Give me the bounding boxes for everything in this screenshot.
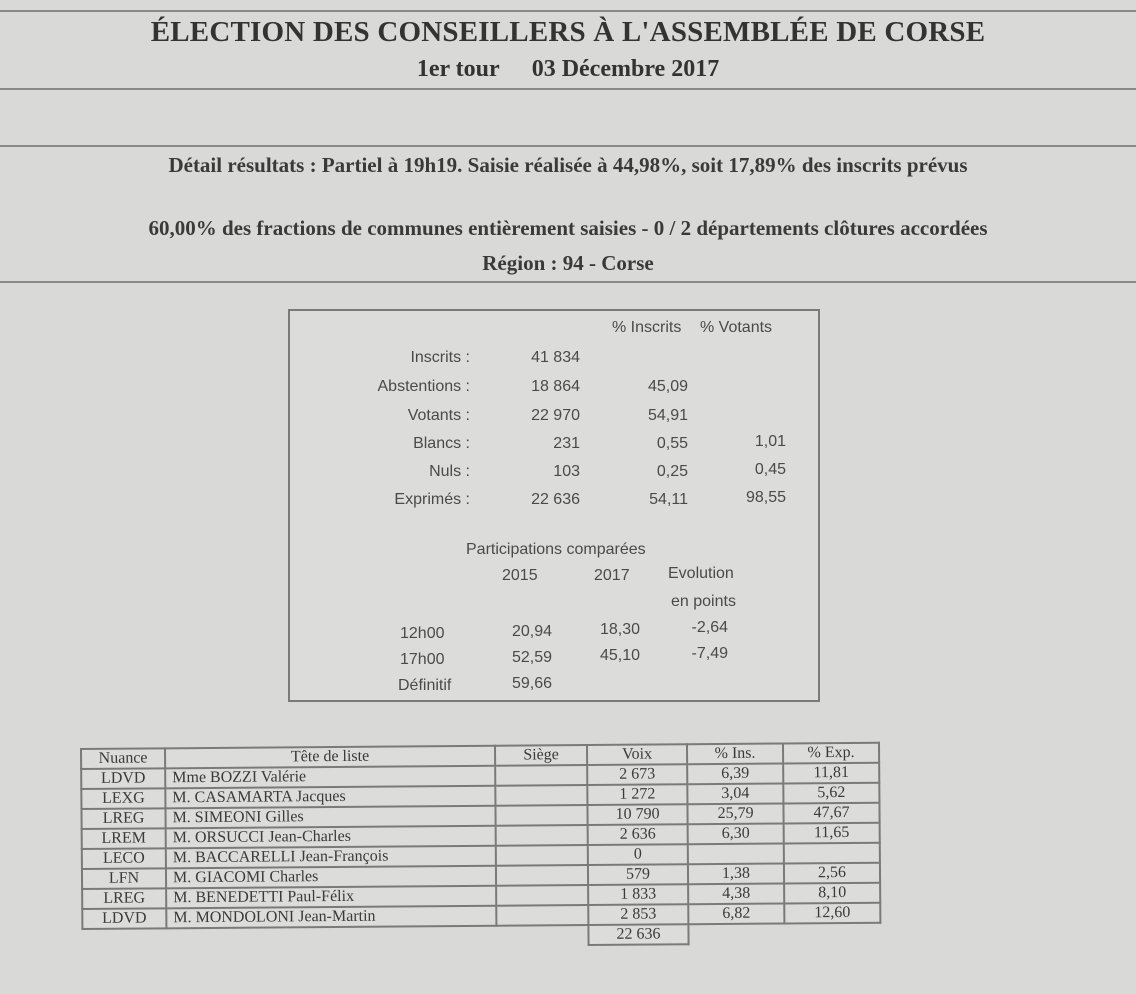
row-pct-votants: 98,55: [745, 489, 786, 506]
row-2015: 59,66: [511, 675, 552, 692]
row-2017: 45,10: [599, 647, 640, 664]
cell-voix: 2 673: [587, 764, 687, 785]
document-title: ÉLECTION DES CONSEILLERS À L'ASSEMBLÉE DE CORSE: [150, 16, 986, 48]
divider: [0, 88, 1136, 90]
cell-tete: M. CASAMARTA Jacques: [165, 786, 495, 809]
cell-tete: M. MONDOLONI Jean-Martin: [166, 906, 496, 929]
cell-pct-ins: 6,39: [687, 763, 783, 784]
round-label: 1er tour: [416, 56, 500, 82]
header-voix: Voix: [587, 744, 687, 765]
cell-pct-exp: 47,67: [783, 803, 879, 824]
cell-siege: [496, 905, 588, 926]
divider: [0, 10, 1136, 12]
header-nuance: Nuance: [81, 748, 165, 769]
cell-voix: 2 636: [588, 824, 688, 845]
cell-pct-exp: [784, 843, 880, 864]
cell-tete: M. GIACOMI Charles: [166, 866, 496, 889]
cell-siege: [496, 865, 588, 886]
cell-pct-exp: 8,10: [784, 883, 880, 904]
row-value: 231: [553, 435, 580, 452]
header-pct-ins: % Ins.: [687, 743, 783, 764]
summary-box: [288, 309, 820, 541]
cell-nuance: LREG: [81, 808, 165, 829]
col-header-pct-inscrits: % Inscrits: [612, 319, 682, 336]
row-value: 22 970: [531, 407, 580, 424]
col-header-2017: 2017: [594, 567, 630, 584]
row-pct-votants: 0,45: [754, 461, 786, 478]
row-value: 103: [553, 463, 580, 480]
detail-line-2: 60,00% des fractions de communes entièrement saisies - 0 / 2 départements clôtures accordées: [148, 216, 988, 240]
row-pct-votants: 1,01: [754, 433, 786, 450]
cell-nuance: LDVD: [81, 768, 165, 789]
row-label: Nuls :: [429, 463, 470, 480]
row-value: 18 864: [531, 378, 580, 395]
cell-tete: M. BENEDETTI Paul-Félix: [166, 886, 496, 909]
row-pct-inscrits: 54,11: [649, 491, 688, 508]
row-evolution: -7,49: [691, 645, 728, 662]
cell-pct-ins: 6,30: [688, 823, 784, 844]
cell-voix: 0: [588, 844, 688, 865]
cell-pct-exp: 5,62: [783, 783, 879, 804]
document-subtitle: [0, 56, 1136, 83]
cell-nuance: LREG: [82, 888, 166, 909]
cell-pct-exp: 11,65: [784, 823, 880, 844]
row-2015: 20,94: [511, 623, 552, 640]
cell-siege: [496, 845, 588, 866]
cell-nuance: LDVD: [82, 908, 166, 929]
col-header-pct-votants: % Votants: [700, 319, 773, 336]
cell-tete: M. SIMEONI Gilles: [165, 806, 495, 829]
cell-tete: M. BACCARELLI Jean-François: [166, 846, 496, 869]
row-label: Votants :: [407, 407, 470, 424]
cell-voix: 10 790: [587, 804, 687, 825]
cell-voix: 2 853: [588, 904, 688, 925]
row-label: Définitif: [398, 677, 452, 694]
row-2015: 52,59: [511, 649, 552, 666]
cell-pct-exp: 12,60: [784, 903, 880, 924]
cell-voix: 579: [588, 864, 688, 885]
detail-line-1: Détail résultats : Partiel à 19h19. Saisie réalisée à 44,98%, soit 17,89% des inscrits prévus: [168, 153, 968, 177]
divider: [0, 281, 1136, 283]
row-pct-inscrits: 45,09: [647, 378, 688, 395]
cell-pct-ins: [688, 843, 784, 864]
cell-siege: [495, 785, 587, 806]
header-pct-exp: % Exp.: [783, 743, 879, 764]
cell-pct-ins: 3,04: [687, 783, 783, 804]
cell-pct-exp: 2,56: [784, 863, 880, 884]
total-voix: 22 636: [588, 924, 688, 945]
col-header-evolution: Evolution: [668, 565, 734, 582]
row-label: Blancs :: [413, 435, 470, 452]
cell-pct-ins: 1,38: [688, 863, 784, 884]
row-label: Abstentions :: [377, 378, 470, 395]
row-pct-inscrits: 0,55: [656, 435, 688, 452]
region-label: Région : 94 - Corse: [482, 251, 654, 275]
cell-nuance: LECO: [82, 848, 166, 869]
election-date: 03 Décembre 2017: [531, 56, 720, 82]
header-siege: Siège: [495, 745, 587, 766]
row-pct-inscrits: 54,91: [647, 407, 688, 424]
cell-nuance: LREM: [82, 828, 166, 849]
divider: [0, 145, 1136, 147]
cell-voix: 1 272: [587, 784, 687, 805]
cell-tete: Mme BOZZI Valérie: [165, 766, 495, 789]
cell-nuance: LFN: [82, 868, 166, 889]
header-tete-de-liste: Tête de liste: [165, 746, 495, 769]
row-2017: 18,30: [599, 621, 640, 638]
cell-siege: [496, 885, 588, 906]
cell-siege: [495, 765, 587, 786]
cell-pct-exp: 11,81: [783, 763, 879, 784]
participation-title: Participations comparées: [466, 541, 646, 558]
cell-pct-ins: 6,82: [688, 903, 784, 924]
results-table: [80, 742, 882, 950]
cell-tete: M. ORSUCCI Jean-Charles: [166, 826, 496, 849]
participation-box: [288, 537, 820, 702]
row-label: Inscrits :: [410, 349, 470, 366]
cell-voix: 1 833: [588, 884, 688, 905]
row-label: Exprimés :: [394, 491, 470, 508]
row-value: 22 636: [531, 491, 580, 508]
cell-pct-ins: 4,38: [688, 883, 784, 904]
row-label: 12h00: [400, 625, 445, 642]
cell-pct-ins: 25,79: [687, 803, 783, 824]
cell-siege: [495, 805, 587, 826]
cell-nuance: LEXG: [81, 788, 165, 809]
row-evolution: -2,64: [691, 619, 728, 636]
row-value: 41 834: [531, 349, 580, 366]
col-header-en-points: en points: [671, 593, 736, 610]
cell-siege: [496, 825, 588, 846]
row-pct-inscrits: 0,25: [656, 463, 688, 480]
row-label: 17h00: [400, 651, 445, 668]
col-header-2015: 2015: [502, 567, 538, 584]
